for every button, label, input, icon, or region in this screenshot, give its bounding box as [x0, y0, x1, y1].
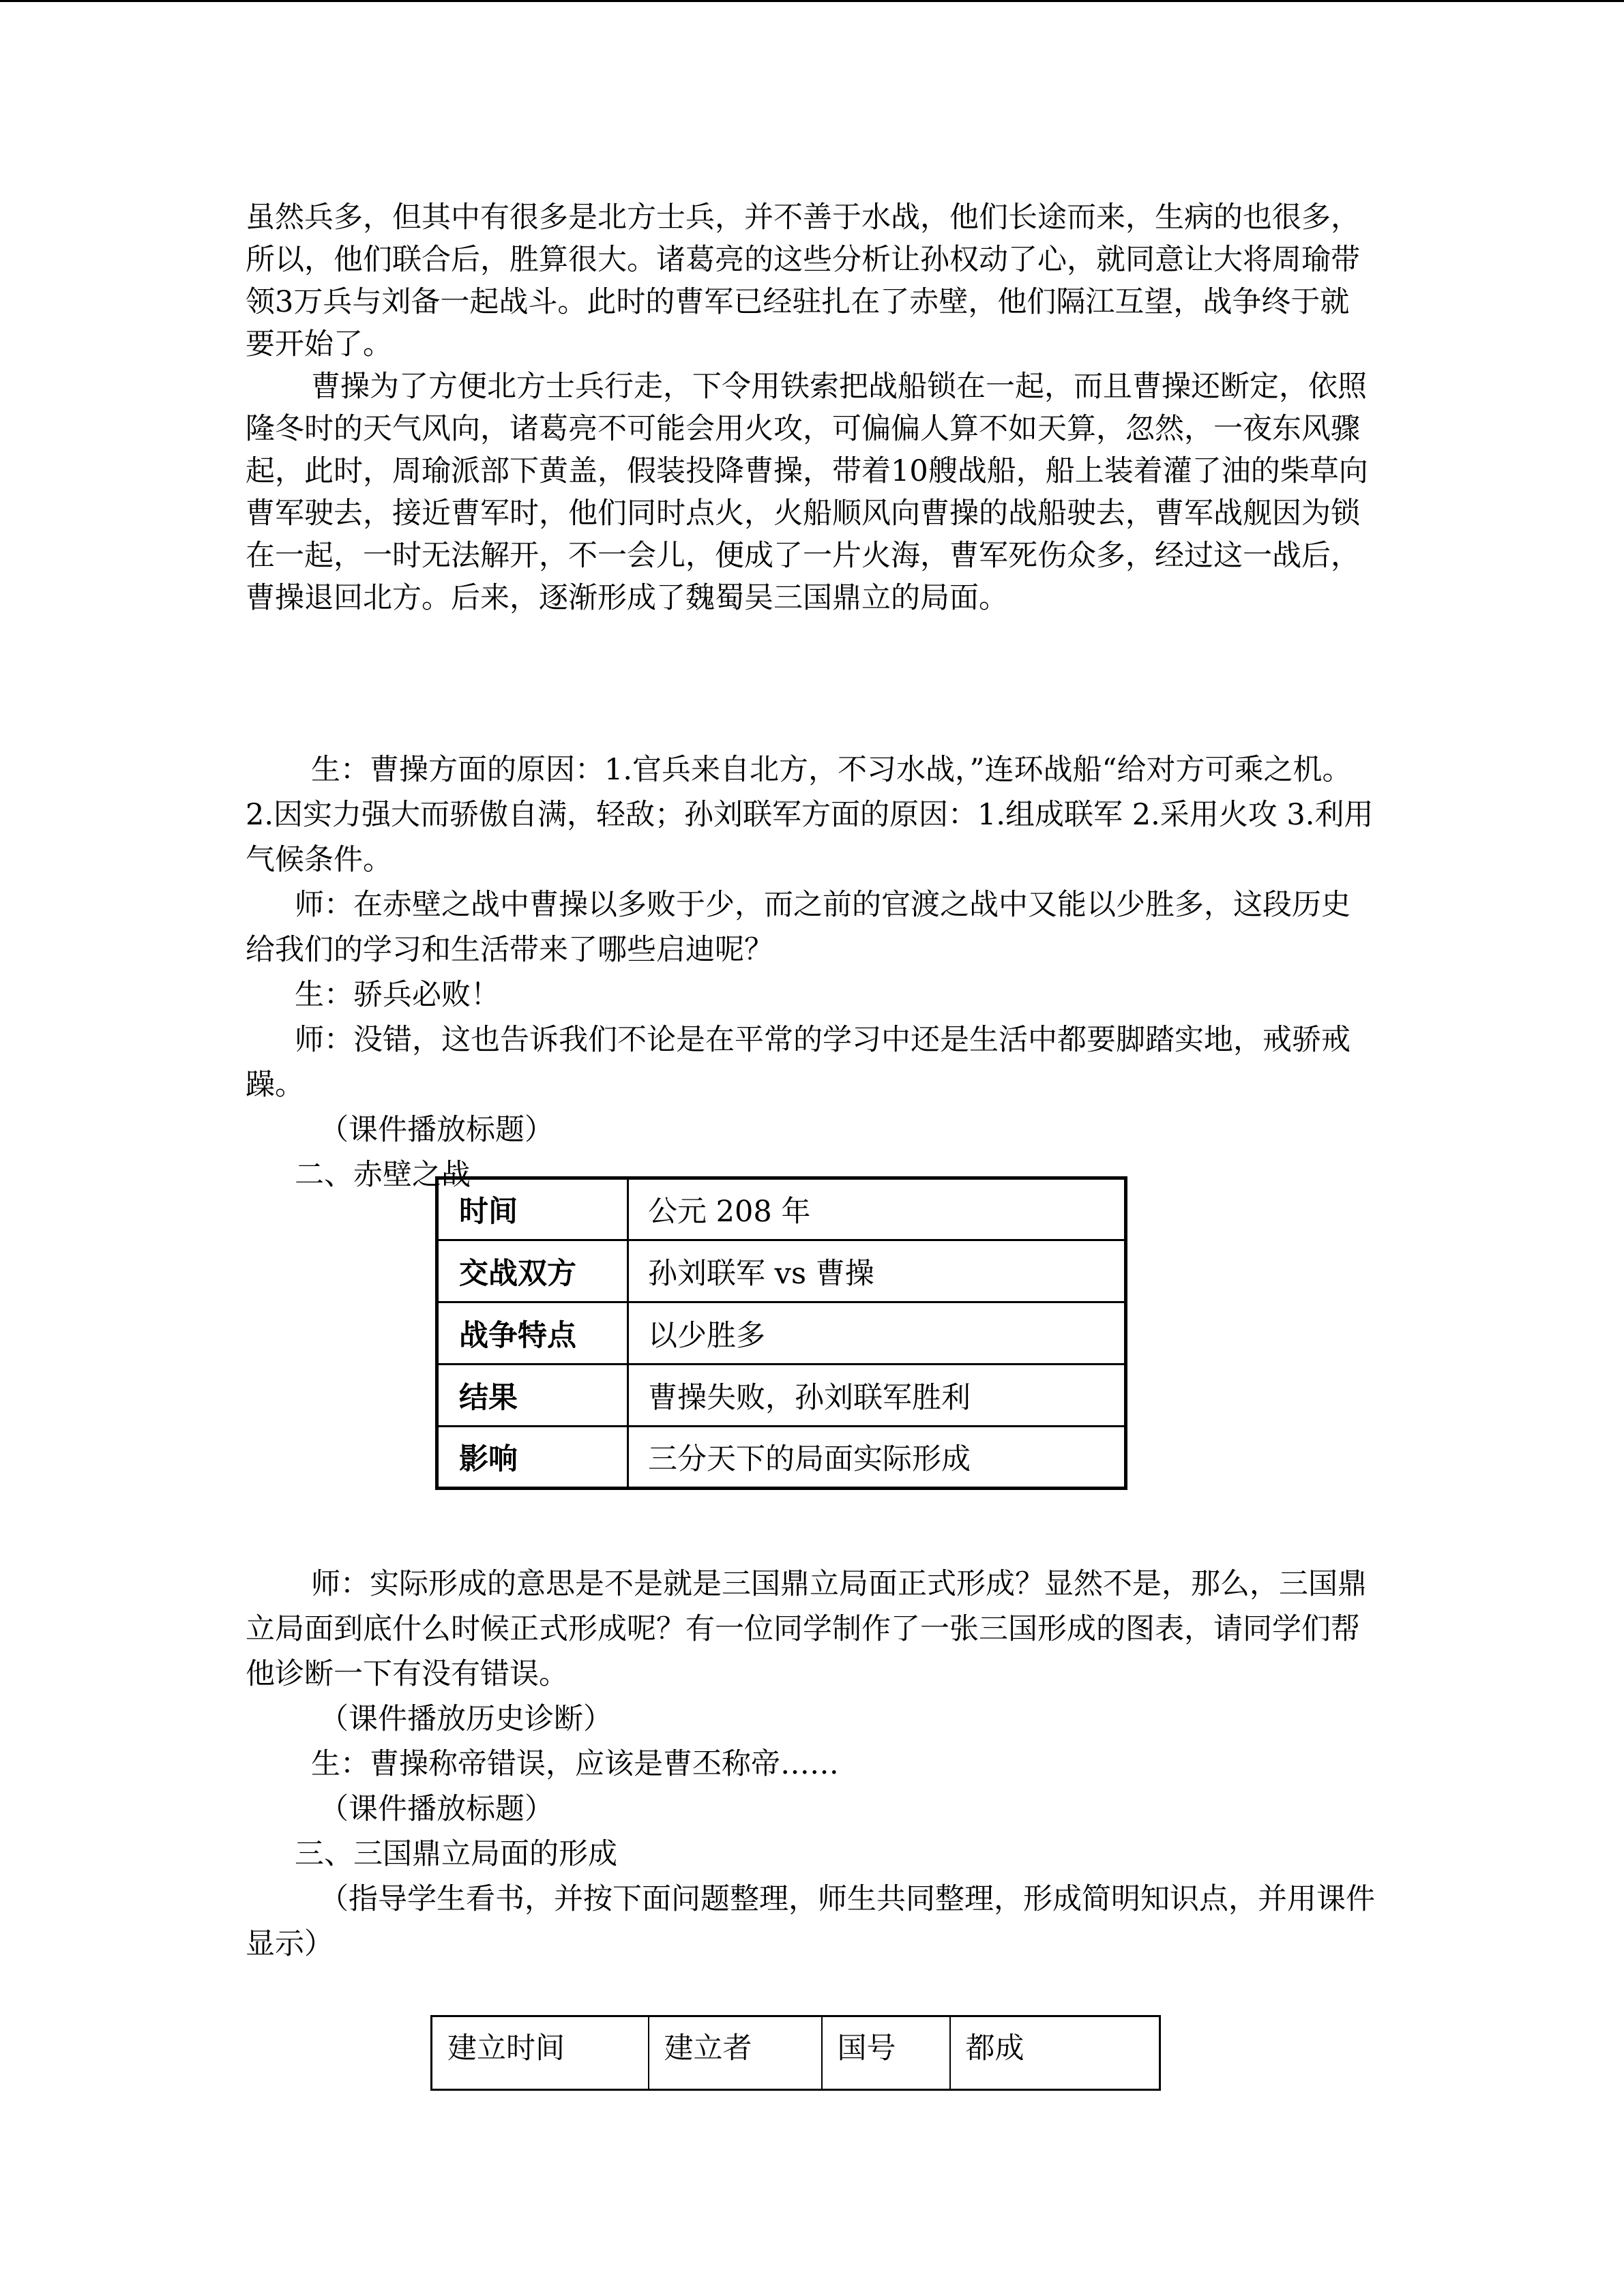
table-row	[437, 1302, 1126, 1365]
table-value-cell: 曹操失败，孙刘联军胜利	[628, 1365, 1126, 1427]
table-row	[437, 1240, 1126, 1302]
student-answer: 生：曹操方面的原因：1.官兵来自北方，不习水战，”连环战船“给对方可乘之机。2.因实力强大而骄傲自满，轻敌；孙刘联军方面的原因：1.组成联军 2.采用火攻 3.利用气候条件。	[246, 753, 1374, 877]
dialog-section-1	[246, 747, 1378, 1197]
table-key-cell: 影响	[437, 1427, 628, 1489]
table-row	[437, 1365, 1126, 1427]
section-heading: 三、三国鼎立局面的形成	[295, 1837, 617, 1871]
table-header-row	[432, 2016, 1160, 2090]
dialog-section-2	[246, 1562, 1378, 1967]
table-row	[437, 1178, 1126, 1240]
student-answer: 生：曹操称帝错误，应该是曹丕称帝……	[311, 1747, 839, 1781]
table-value-cell: 以少胜多	[628, 1302, 1126, 1365]
three-kingdoms-table	[430, 2015, 1161, 2091]
table-key-cell: 战争特点	[437, 1302, 628, 1365]
table-value-cell: 三分天下的局面实际形成	[628, 1427, 1126, 1489]
battle-summary-table	[435, 1176, 1127, 1490]
stage-direction: （课件播放标题）	[319, 1792, 554, 1826]
teacher-question: 师：实际形成的意思是不是就是三国鼎立局面正式形成？显然不是，那么，三国鼎立局面到底什么时候正式形成呢？有一位同学制作了一张三国形成的图表，请同学们帮他诊断一下有没有错误。	[246, 1567, 1367, 1691]
stage-direction: （课件播放历史诊断）	[319, 1702, 612, 1736]
table-key-cell: 结果	[437, 1365, 628, 1427]
stage-direction: （课件播放标题）	[319, 1113, 554, 1147]
table-value-cell: 孙刘联军 vs 曹操	[628, 1240, 1126, 1302]
table-value-cell: 公元 208 年	[628, 1178, 1126, 1240]
story-section	[246, 196, 1378, 619]
story-paragraph: 虽然兵多，但其中有很多是北方士兵，并不善于水战，他们长途而来，生病的也很多，所以，他们联合后，胜算很大。诸葛亮的这些分析让孙权动了心，就同意让大将周瑜带领3万兵与刘备一起战斗。此时的曹军已经驻扎在了赤壁，他们隔江互望，战争终于就要开始了。	[246, 200, 1360, 361]
section-heading: 二、赤壁之战	[295, 1158, 471, 1192]
teacher-remark: 师：没错，这也告诉我们不论是在平常的学习中还是生活中都要脚踏实地，戒骄戒躁。	[246, 1023, 1350, 1102]
header-cell-capital: 都成	[950, 2016, 1160, 2090]
instruction-note: （指导学生看书，并按下面问题整理，师生共同整理，形成简明知识点，并用课件显示）	[246, 1882, 1375, 1961]
table-key-cell: 交战双方	[437, 1240, 628, 1302]
story-paragraph: 曹操为了方便北方士兵行走，下令用铁索把战船锁在一起，而且曹操还断定，依照隆冬时的天气风向，诸葛亮不可能会用火攻，可偏偏人算不如天算，忽然，一夜东风骤起，此时，周瑜派部下黄盖，假装投降曹操，带着10艘战船，船上装着灌了油的柴草向曹军驶去，接近曹军时，他们同时点火，火船顺风向曹操的战船驶去，曹军战舰因为锁在一起，一时无法解开，不一会儿，便成了一片火海，曹军死伤众多，经过这一战后，曹操退回北方。后来，逐渐形成了魏蜀吴三国鼎立的局面。	[246, 370, 1368, 615]
table-key-cell: 时间	[437, 1178, 628, 1240]
student-answer: 生：骄兵必败！	[295, 978, 500, 1012]
header-cell-founder: 建立者	[649, 2016, 822, 2090]
teacher-question: 师：在赤壁之战中曹操以多败于少，而之前的官渡之战中又能以少胜多，这段历史给我们的学习和生活带来了哪些启迪呢？	[246, 888, 1350, 967]
page-top-border	[0, 0, 1624, 2]
table-row	[437, 1427, 1126, 1489]
header-cell-founding-time: 建立时间	[432, 2016, 649, 2090]
header-cell-state-name: 国号	[822, 2016, 950, 2090]
